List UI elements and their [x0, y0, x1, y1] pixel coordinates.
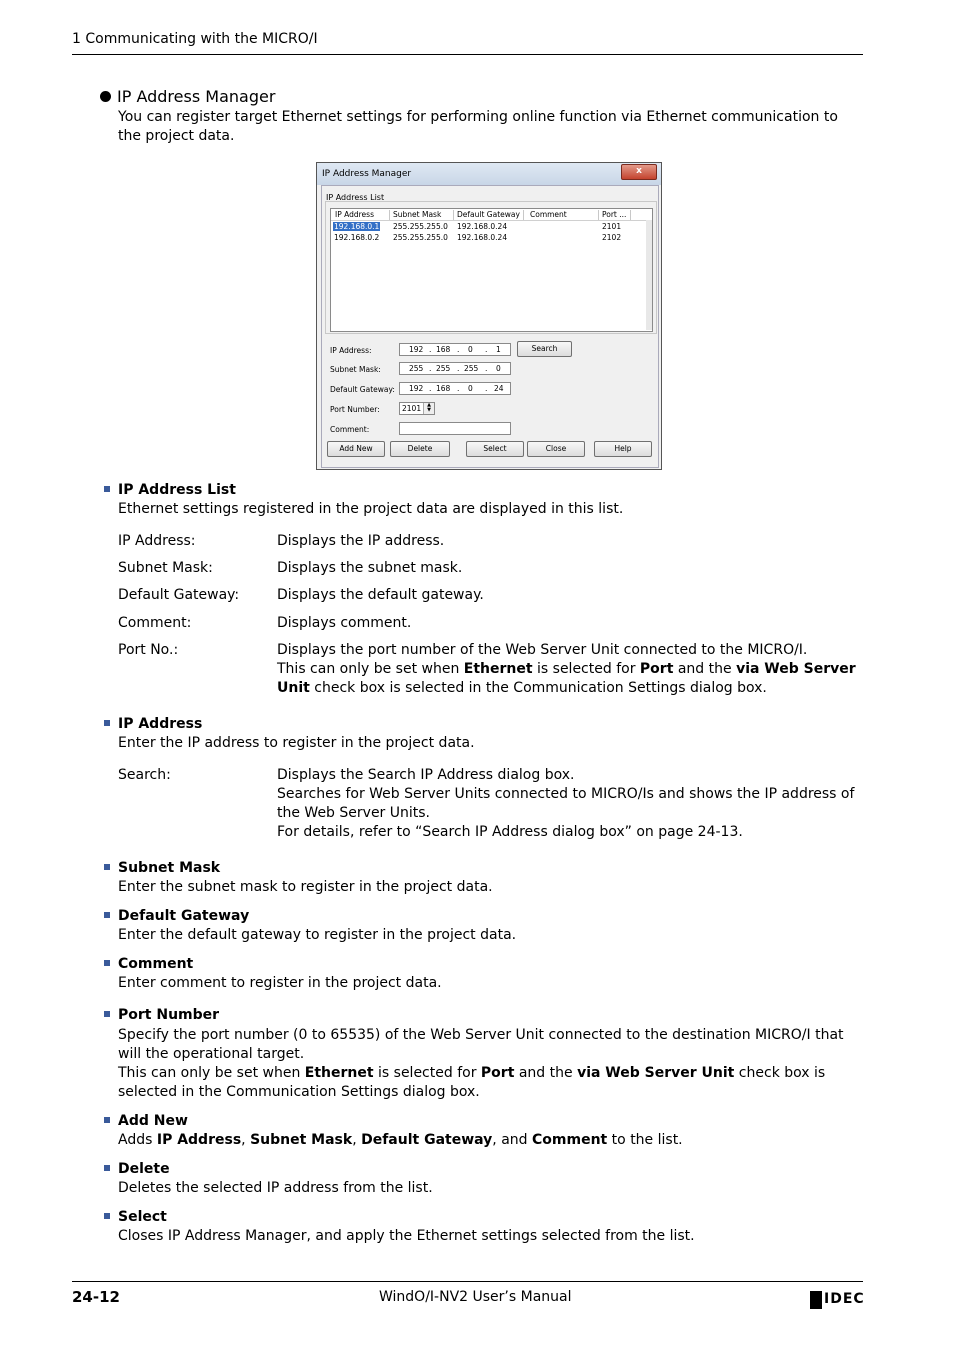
- definition-line: Displays the Search IP Address dialog box.: [277, 767, 575, 783]
- text-line: Specify the port number (0 to 65535) of the Web Server Unit connected to the destination MICRO/I that will the operational target.: [118, 1027, 844, 1062]
- spin-arrows-icon[interactable]: ▲ ▼: [423, 403, 434, 414]
- definition: [277, 766, 862, 842]
- close-icon[interactable]: x: [621, 164, 657, 180]
- section-heading: [104, 716, 202, 732]
- octet: 192: [409, 384, 424, 393]
- section-text: Enter the subnet mask to register in the project data.: [118, 879, 493, 895]
- ip-address-field[interactable]: 192 . 168 . 0 . 1: [399, 343, 511, 356]
- logo-text: IDEC: [824, 1291, 865, 1307]
- square-bullet-icon: [104, 1213, 110, 1219]
- search-button[interactable]: Search: [517, 341, 572, 357]
- octet: 192: [409, 345, 424, 354]
- heading-text: Default Gateway: [118, 908, 250, 924]
- definition-list: [118, 766, 862, 842]
- definition-row: [118, 641, 862, 698]
- heading-text: IP Address List: [118, 482, 236, 498]
- list-header: [331, 209, 652, 221]
- octet: 255: [409, 364, 424, 373]
- heading-text: Subnet Mask: [118, 860, 221, 876]
- octet: 1: [496, 345, 501, 354]
- section-heading: [104, 956, 193, 972]
- octet: 168: [436, 384, 451, 393]
- subnet-mask-label: Subnet Mask:: [330, 365, 381, 374]
- term: Default Gateway:: [118, 587, 240, 603]
- octet: 24: [494, 384, 504, 393]
- cell-gateway: 192.168.0.24: [457, 222, 508, 231]
- manual-title: WindO/I-NV2 User’s Manual: [379, 1289, 572, 1305]
- ip-address-label: IP Address:: [330, 346, 372, 355]
- column-ip-address[interactable]: IP Address: [335, 210, 390, 220]
- page-number: 24-12: [72, 1288, 120, 1306]
- list-row[interactable]: [331, 222, 652, 232]
- list-row[interactable]: [331, 233, 652, 243]
- section-text: Ethernet settings registered in the project data are displayed in this list.: [118, 501, 624, 517]
- section-text: Deletes the selected IP address from the list.: [118, 1180, 433, 1196]
- default-gateway-label: Default Gateway:: [330, 385, 395, 394]
- close-button[interactable]: Close: [527, 441, 585, 457]
- text-line: This can only be set when Ethernet is selected for Port and the via Web Server Unit check box is selected in the Communication Settings dialog box.: [118, 1065, 826, 1100]
- definition-row: [118, 586, 862, 614]
- term: Search:: [118, 767, 171, 783]
- definition: Displays the IP address.: [277, 533, 445, 549]
- term: Comment:: [118, 615, 192, 631]
- definition-line: This can only be set when Ethernet is selected for Port and the via Web Server Unit check box is selected in the Communication Settings dialog box.: [277, 661, 856, 696]
- bullet-icon: [100, 91, 111, 102]
- definition-row: [118, 559, 862, 586]
- port-number-stepper[interactable]: [399, 402, 435, 415]
- cell-gateway: 192.168.0.24: [457, 233, 508, 242]
- port-number-label: Port Number:: [330, 405, 380, 414]
- heading-text: Select: [118, 1209, 167, 1225]
- select-button[interactable]: Select: [466, 441, 524, 457]
- ip-address-list[interactable]: [330, 208, 653, 332]
- group-label: IP Address List: [326, 193, 385, 202]
- section-heading: [104, 482, 236, 498]
- square-bullet-icon: [104, 1165, 110, 1171]
- column-subnet-mask[interactable]: Subnet Mask: [393, 210, 454, 220]
- square-bullet-icon: [104, 1011, 110, 1017]
- definition-line: Searches for Web Server Units connected to MICRO/Is and shows the IP address of the Web Server Units.: [277, 786, 855, 821]
- heading-text: IP Address: [118, 716, 203, 732]
- section-heading: [104, 860, 220, 876]
- ip-address-manager-dialog: [316, 162, 662, 470]
- definition: [277, 641, 862, 698]
- definition-line: Displays the port number of the Web Server Unit connected to the MICRO/I.: [277, 642, 808, 658]
- definition-row: [118, 614, 862, 641]
- dialog-titlebar: [317, 163, 661, 185]
- square-bullet-icon: [104, 864, 110, 870]
- definition: Displays the subnet mask.: [277, 560, 463, 576]
- section-heading: [104, 1161, 170, 1177]
- definition-row: [118, 532, 862, 559]
- cell-port: 2102: [602, 233, 622, 242]
- cell-ip: 192.168.0.1: [334, 222, 380, 231]
- dialog-title: IP Address Manager: [322, 169, 412, 179]
- footer-rule: [72, 1281, 863, 1282]
- octet: 0: [468, 345, 473, 354]
- cell-subnet: 255.255.255.0: [393, 233, 448, 242]
- cell-subnet: 255.255.255.0: [393, 222, 448, 231]
- section-text: Enter comment to register in the project data.: [118, 975, 442, 991]
- delete-button[interactable]: Delete: [390, 441, 450, 457]
- running-header: 1 Communicating with the MICRO/I: [72, 31, 318, 47]
- heading-text: Comment: [118, 956, 194, 972]
- octet: 168: [436, 345, 451, 354]
- term: IP Address:: [118, 533, 196, 549]
- term: Subnet Mask:: [118, 560, 213, 576]
- definition-list: [118, 532, 862, 698]
- definition: Displays the default gateway.: [277, 587, 484, 603]
- definition-line: For details, refer to “Search IP Address dialog box” on page 24-13.: [277, 824, 743, 840]
- definition-row: [118, 766, 862, 842]
- square-bullet-icon: [104, 720, 110, 726]
- heading-text: Add New: [118, 1113, 188, 1129]
- section-text: [118, 1026, 862, 1102]
- header-rule: [72, 54, 863, 55]
- term: Port No.:: [118, 642, 179, 658]
- square-bullet-icon: [104, 912, 110, 918]
- default-gateway-field[interactable]: 192 . 168 . 0 . 24: [399, 382, 511, 395]
- column-default-gateway[interactable]: Default Gateway: [457, 210, 524, 220]
- section-title-text: IP Address Manager: [117, 87, 276, 106]
- section-heading: [104, 1007, 219, 1023]
- heading-text: Delete: [118, 1161, 170, 1177]
- comment-field[interactable]: [399, 422, 511, 435]
- section-title: [100, 87, 275, 106]
- list-scrollbar[interactable]: [646, 220, 652, 330]
- square-bullet-icon: [104, 486, 110, 492]
- comment-label: Comment:: [330, 425, 370, 434]
- section-text: Enter the default gateway to register in the project data.: [118, 927, 517, 943]
- column-comment[interactable]: Comment: [530, 210, 599, 220]
- section-heading: [104, 1113, 188, 1129]
- column-port[interactable]: Port ...: [602, 210, 631, 220]
- square-bullet-icon: [104, 1117, 110, 1123]
- port-value: 2101: [402, 404, 422, 413]
- idec-logo: [810, 1291, 864, 1309]
- octet: 255: [464, 364, 479, 373]
- section-text: Adds IP Address, Subnet Mask, Default Gateway, and Comment to the list.: [118, 1132, 683, 1148]
- octet: 255: [436, 364, 451, 373]
- heading-text: Port Number: [118, 1007, 220, 1023]
- section-text: Enter the IP address to register in the project data.: [118, 735, 475, 751]
- square-bullet-icon: [104, 960, 110, 966]
- intro-text: You can register target Ethernet settings for performing online function via Ethernet communication to the project data.: [118, 109, 838, 144]
- section-text: Closes IP Address Manager, and apply the Ethernet settings selected from the list.: [118, 1228, 695, 1244]
- section-heading: [104, 908, 249, 924]
- section-heading: [104, 1209, 167, 1225]
- octet: 0: [496, 364, 501, 373]
- definition: Displays comment.: [277, 615, 412, 631]
- cell-ip: 192.168.0.2: [334, 233, 380, 242]
- help-button[interactable]: Help: [594, 441, 652, 457]
- subnet-mask-field[interactable]: 255 . 255 . 255 . 0: [399, 362, 511, 375]
- cell-port: 2101: [602, 222, 622, 231]
- add-new-button[interactable]: Add New: [327, 441, 385, 457]
- octet: 0: [468, 384, 473, 393]
